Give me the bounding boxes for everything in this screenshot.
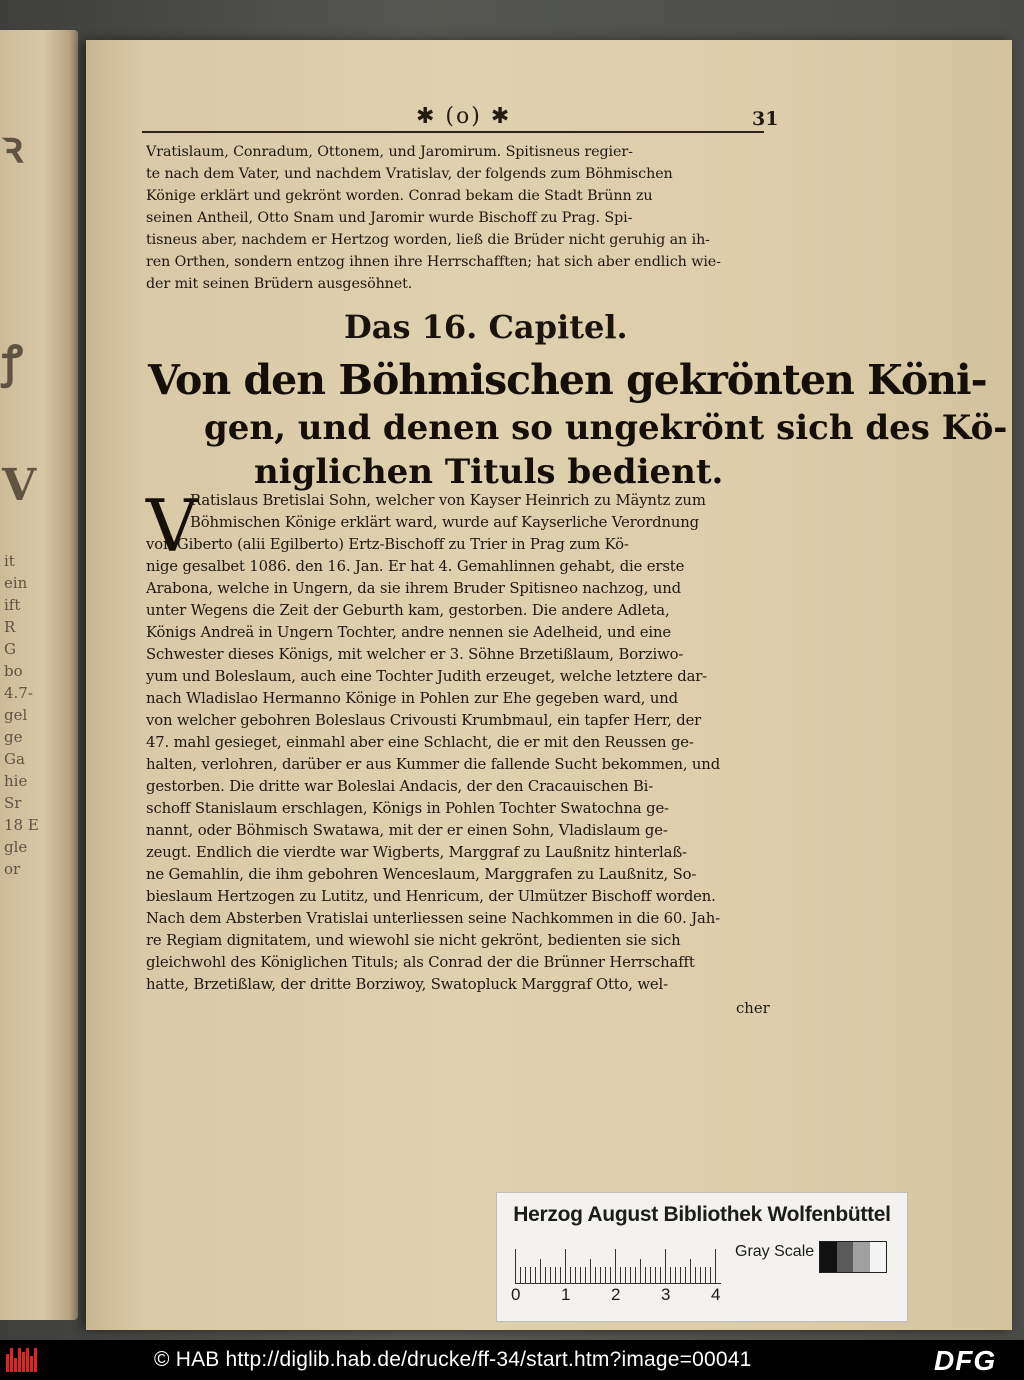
ruler-tick: [640, 1259, 641, 1283]
ruler-tick: [565, 1249, 566, 1283]
text-line: hatte, Brzetißlaw, der dritte Borziwoy, Swatopluck Marggraf Otto, wel-: [146, 976, 668, 993]
text-line: bieslaum Hertzogen zu Lutitz, und Henricum, der Ulmützer Bischoff worden.: [146, 888, 716, 905]
ruler-tick: [600, 1267, 601, 1283]
ruler-tick: [680, 1267, 681, 1283]
ruler-tick: [650, 1267, 651, 1283]
ruler-tick: [645, 1267, 646, 1283]
ruler-tick: [660, 1267, 661, 1283]
scale-number: 1: [561, 1285, 571, 1304]
ruler-tick: [575, 1267, 576, 1283]
footer-url-text[interactable]: © HAB http://diglib.hab.de/drucke/ff-34/start.htm?image=00041: [154, 1348, 752, 1371]
text-line: ren Orthen, sondern entzog ihnen ihre Herrschafften; hat sich aber endlich wie-: [146, 254, 721, 270]
text-line: tisneus aber, nachdem er Hertzog worden, ließ die Brüder nicht geruhig an ih-: [146, 232, 710, 248]
logo-bar: [14, 1358, 17, 1372]
ruler-tick: [695, 1267, 696, 1283]
left-page-glyph: ꝛ: [2, 122, 23, 173]
text-line: halten, verlohren, darüber er aus Kummer die fallende Sucht bekommen, und: [146, 756, 721, 773]
ruler-tick: [665, 1249, 666, 1283]
scale-number: 2: [611, 1285, 621, 1304]
text-line: unter Wegens die Zeit der Geburth kam, gestorben. Die andere Adleta,: [146, 602, 670, 619]
ruler-tick: [605, 1267, 606, 1283]
ruler-tick: [580, 1267, 581, 1283]
ruler-tick: [525, 1267, 526, 1283]
ruler-tick: [705, 1267, 706, 1283]
header-rule: [142, 131, 764, 133]
logo-bar: [30, 1356, 33, 1372]
swatch-black: [820, 1242, 837, 1272]
text-line: nach Wladislao Hermanno Könige in Pohlen zur Ehe gegeben ward, und: [146, 690, 678, 707]
logo-bar: [34, 1348, 37, 1372]
text-line: re Regiam dignitatem, und wiewohl sie nicht gekrönt, bedienten sie sich: [146, 932, 681, 949]
ruler-tick: [570, 1267, 571, 1283]
logo-bar: [6, 1354, 9, 1372]
left-page-glyph: V: [2, 460, 37, 511]
swatch-white: [870, 1242, 887, 1272]
scale-number: 4: [711, 1285, 721, 1304]
text-line: schoff Stanislaum erschlagen, Königs in Pohlen Tochter Swatochna ge-: [146, 800, 669, 817]
chapter-label: Das 16. Capitel.: [344, 308, 628, 346]
ruler-tick: [625, 1267, 626, 1283]
text-line: Königs Andreä in Ungern Tochter, andre nennen sie Adelheid, und eine: [146, 624, 671, 641]
ruler-tick: [635, 1267, 636, 1283]
scale-number: 0: [511, 1285, 521, 1304]
grayscale-label: Gray Scale: [735, 1243, 815, 1260]
swatch-light-gray: [853, 1242, 870, 1272]
ruler-tick: [595, 1267, 596, 1283]
previous-page-edge: [0, 30, 78, 1320]
chapter-heading-line: Von den Böhmischen gekrönten Köni-: [148, 356, 987, 404]
book-page: [86, 40, 1012, 1330]
scale-ruler: [515, 1249, 721, 1284]
ruler-tick: [590, 1259, 591, 1283]
ruler-tick: [615, 1249, 616, 1283]
ruler-tick: [585, 1267, 586, 1283]
ruler-tick: [540, 1259, 541, 1283]
swatch-dark-gray: [837, 1242, 854, 1272]
ruler-tick: [550, 1267, 551, 1283]
dfg-logo: DFG: [934, 1345, 997, 1376]
left-page-text: it ein ift R G bo 4.7- gel ge Ga hie Sr 18 E gle or: [4, 552, 39, 878]
header-ornament: ✱ (o) ✱: [416, 104, 512, 129]
catchword: cher: [736, 1000, 770, 1017]
ruler-tick: [545, 1267, 546, 1283]
left-page-glyph: ꝭ: [2, 337, 23, 388]
ruler-tick: [560, 1267, 561, 1283]
ruler-tick: [610, 1267, 611, 1283]
ruler-tick: [520, 1267, 521, 1283]
text-line: ne Gemahlin, die ihm gebohren Wenceslaum, Marggrafen zu Laußnitz, So-: [146, 866, 697, 883]
text-line: der mit seinen Brüdern ausgesöhnet.: [146, 276, 413, 292]
text-line: von welcher gebohren Boleslaus Crivousti Krumbmaul, ein tapfer Herr, der: [146, 712, 702, 729]
text-line: Arabona, welche in Ungern, da sie ihrem Bruder Spitisneo nachzog, und: [146, 580, 681, 597]
color-target-card: [496, 1192, 908, 1322]
logo-bar: [10, 1348, 13, 1372]
logo-bar: [18, 1348, 21, 1372]
page-number: 31: [752, 108, 779, 130]
text-line: Böhmischen Könige erklärt ward, wurde auf Kayserliche Verordnung: [190, 514, 699, 531]
logo-bar: [26, 1348, 29, 1372]
chapter-heading-line: gen, und denen so ungekrönt sich des Kö-: [204, 408, 1008, 448]
ruler-tick: [670, 1267, 671, 1283]
text-line: gestorben. Die dritte war Boleslai Andacis, der den Cracauischen Bi-: [146, 778, 654, 795]
ruler-tick: [675, 1267, 676, 1283]
ruler-tick: [535, 1267, 536, 1283]
ruler-tick: [620, 1267, 621, 1283]
ruler-tick: [655, 1267, 656, 1283]
footer-bar: [0, 1340, 1024, 1380]
text-line: Könige erklärt und gekrönt worden. Conrad bekam die Stadt Brünn zu: [146, 188, 653, 204]
card-title: Herzog August Bibliothek Wolfenbüttel: [513, 1203, 891, 1226]
text-line: te nach dem Vater, und nachdem Vratislav, der folgends zum Böhmischen: [146, 166, 673, 182]
text-line: seinen Antheil, Otto Snam und Jaromir wurde Bischoff zu Prag. Spi-: [146, 210, 633, 226]
text-line: nannt, oder Böhmisch Swatawa, mit der er einen Sohn, Vladislaum ge-: [146, 822, 668, 839]
ruler-tick: [685, 1267, 686, 1283]
ruler-tick: [700, 1267, 701, 1283]
scale-number: 3: [661, 1285, 671, 1304]
text-line: nige gesalbet 1086. den 16. Jan. Er hat 4. Gemahlinnen gehabt, die erste: [146, 558, 685, 575]
ruler-tick: [555, 1267, 556, 1283]
text-line: 47. mahl gesieget, einmahl aber eine Schlacht, die er mit den Reussen ge-: [146, 734, 694, 751]
ruler-tick: [710, 1267, 711, 1283]
ruler-tick: [690, 1259, 691, 1283]
text-line: Ratislaus Bretislai Sohn, welcher von Kayser Heinrich zu Mäyntz zum: [190, 492, 706, 509]
chapter-heading-line: niglichen Tituls bedient.: [254, 452, 724, 492]
logo-bar: [22, 1352, 25, 1372]
ruler-tick: [515, 1249, 516, 1283]
text-line: yum und Boleslaum, auch eine Tochter Judith erzeuget, welche letztere dar-: [146, 668, 708, 685]
text-line: Schwester dieses Königs, mit welcher er 3. Söhne Brzetißlaum, Borziwo-: [146, 646, 684, 663]
ruler-tick: [630, 1267, 631, 1283]
text-line: zeugt. Endlich die vierdte war Wigberts, Marggraf zu Laußnitz hinterlaß-: [146, 844, 687, 861]
running-header: [86, 104, 1012, 134]
text-line: von Giberto (alii Egilberto) Ertz-Bischoff zu Trier in Prag zum Kö-: [146, 536, 629, 553]
text-line: Vratislaum, Conradum, Ottonem, und Jaromirum. Spitisneus regier-: [146, 144, 633, 160]
hab-logo-icon: [6, 1346, 40, 1374]
ruler-tick: [715, 1249, 716, 1283]
ruler-tick: [530, 1267, 531, 1283]
grayscale-swatches: [819, 1241, 887, 1273]
text-line: gleichwohl des Königlichen Tituls; als Conrad der die Brünner Herrschafft: [146, 954, 695, 971]
drop-cap-initial: V: [146, 484, 198, 568]
text-line: Nach dem Absterben Vratislai unterliessen seine Nachkommen in die 60. Jah-: [146, 910, 720, 927]
